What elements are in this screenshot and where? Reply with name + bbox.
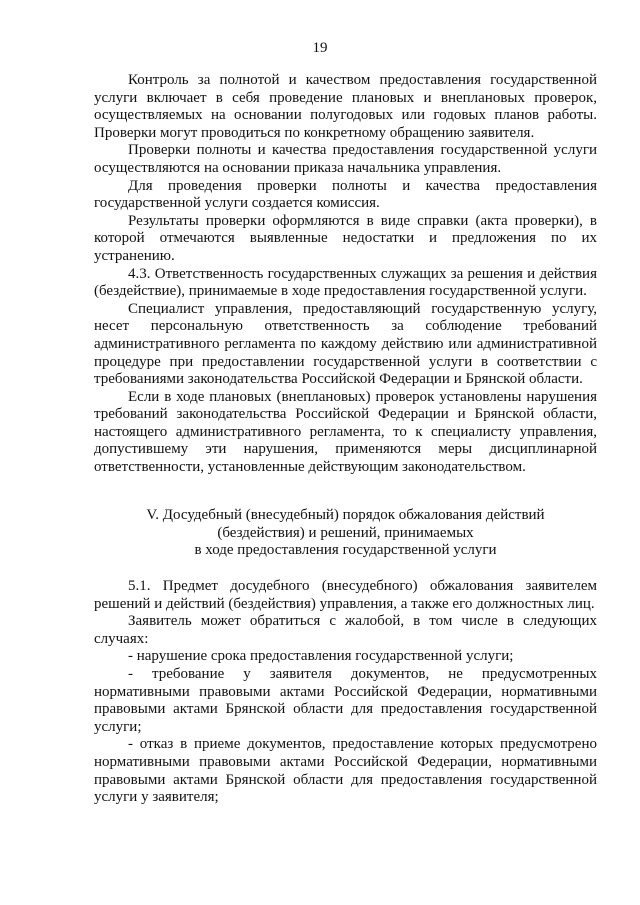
paragraph: 5.1. Предмет досудебного (внесудебного) обжалования заявителем решений и действий (бездействия) управления, а также его должностных лиц.: [94, 578, 597, 612]
paragraph: Если в ходе плановых (внеплановых) проверок установлены нарушения требований законодательства Российской Федерации и Брянской области, настоящего административного регламента, то к специалисту управления, допустившему эти нарушения, применяются меры дисциплинарной ответственности, установленные действующим законодательством.: [94, 388, 597, 476]
list-item: - отказ в приеме документов, предоставление которых предусмотрено нормативными правовыми актами Российской Федерации, нормативными правовыми актами Брянской области для предоставления государственной услуги у заявителя;: [94, 736, 597, 806]
paragraph: Результаты проверки оформляются в виде справки (акта проверки), в которой отмечаются выявленные недостатки и предложения по их устранению.: [94, 212, 597, 264]
section-4-text: [94, 72, 597, 477]
heading-line: (бездействия) и решений, принимаемых: [217, 524, 474, 541]
paragraph: Проверки полноты и качества предоставления государственной услуги осуществляются на основании приказа начальника управления.: [94, 142, 597, 176]
paragraph: Для проведения проверки полноты и качества предоставления государственной услуги создается комиссия.: [94, 177, 597, 212]
list-item: - нарушение срока предоставления государственной услуги;: [128, 648, 514, 665]
heading-line: V. Досудебный (внесудебный) порядок обжалования действий: [146, 507, 545, 523]
paragraph: Специалист управления, предоставляющий государственную услугу, несет персональную ответственность за соблюдение требований административного регламента по каждому действию или административной процедуре при предоставлении государственной услуги в соответствии с требованиями законодательства Российской Федерации и Брянской области.: [94, 300, 597, 388]
paragraph: Заявитель может обратиться с жалобой, в том числе в следующих случаях:: [94, 613, 597, 647]
paragraph: Контроль за полнотой и качеством предоставления государственной услуги включает в себя проведение плановых и внеплановых проверок, осуществляемых на основании полугодовых или годовых планов работы. Проверки могут проводиться по конкретному обращению заявителя.: [94, 72, 597, 141]
section-heading: [94, 507, 597, 560]
list-item: - требование у заявителя документов, не предусмотренных нормативными правовыми актами Российской Федерации, нормативными правовыми актами Брянской области для предоставления государственной услуги;: [94, 665, 597, 735]
paragraph: 4.3. Ответственность государственных служащих за решения и действия (бездействие), принимаемые в ходе предоставления государственной услуги.: [94, 265, 597, 300]
heading-line: в ходе предоставления государственной услуги: [194, 542, 497, 559]
page-number: 19: [312, 40, 328, 56]
section-5-text: [94, 578, 597, 807]
